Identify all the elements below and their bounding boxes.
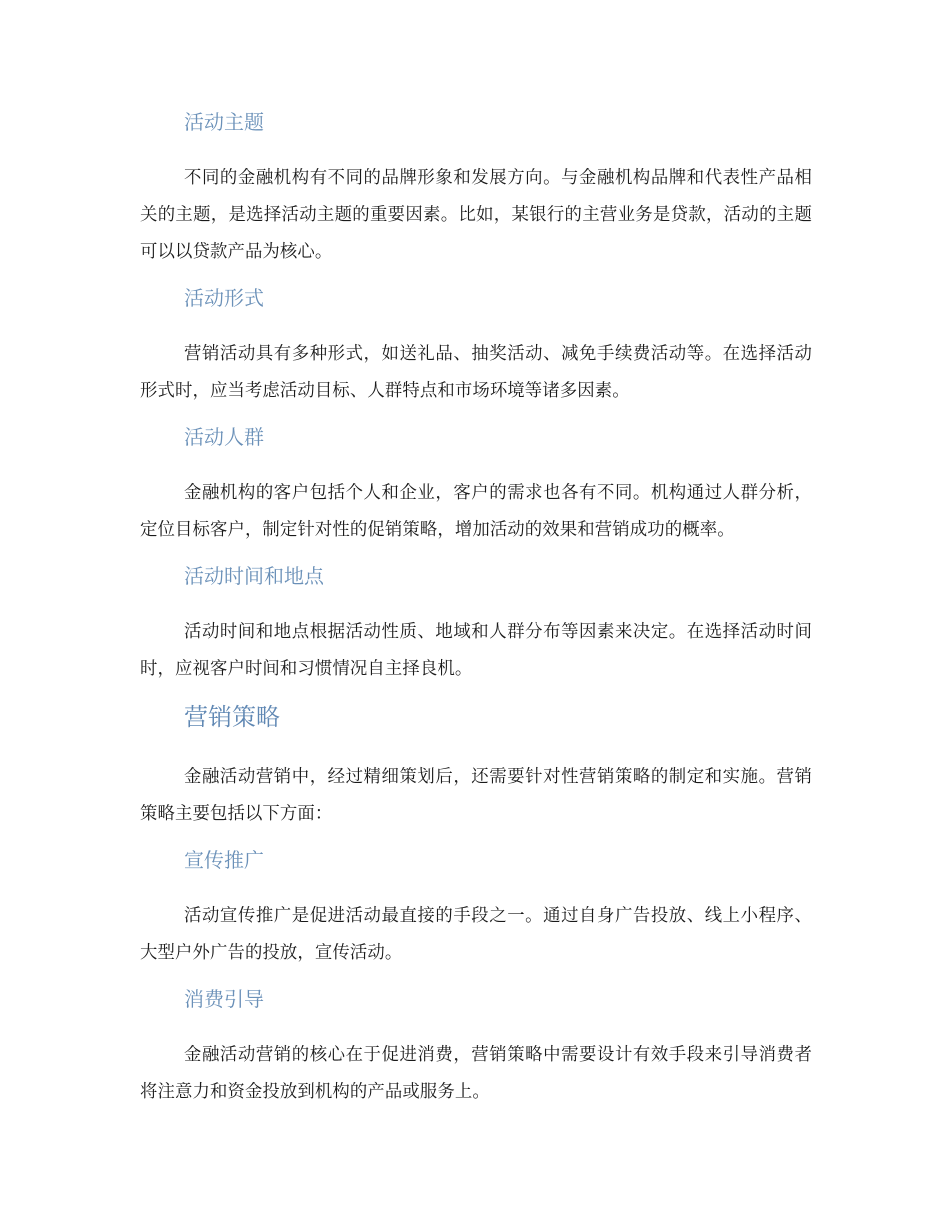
section-paragraph-activity-audience: 金融机构的客户包括个人和企业，客户的需求也各有不同。机构通过人群分析，定位目标客户，制定针对性的促销策略，增加活动的效果和营销成功的概率。 (140, 483, 812, 540)
section-paragraph-activity-format: 营销活动具有多种形式，如送礼品、抽奖活动、减免手续费活动等。在选择活动形式时，应当考虑活动目标、人群特点和市场环境等诸多因素。 (140, 344, 812, 401)
section-paragraph-activity-time-place: 活动时间和地点根据活动性质、地域和人群分布等因素来决定。在选择活动时间时，应视客户时间和习惯情况自主择良机。 (140, 622, 812, 679)
section-paragraph-marketing-strategy: 金融活动营销中，经过精细策划后，还需要针对性营销策略的制定和实施。营销策略主要包括以下方面： (140, 767, 812, 824)
document-body (140, 104, 812, 1117)
section-paragraph-consumption-guidance: 金融活动营销的核心在于促进消费，营销策略中需要设计有效手段来引导消费者将注意力和资金投放到机构的产品或服务上。 (140, 1045, 812, 1102)
section-heading-marketing-strategy: 营销策略 (184, 703, 280, 731)
section-heading-activity-theme: 活动主题 (184, 110, 264, 134)
section-heading-activity-time-place: 活动时间和地点 (184, 564, 324, 588)
section-heading-consumption-guidance: 消费引导 (184, 987, 264, 1011)
section-paragraph-activity-theme: 不同的金融机构有不同的品牌形象和发展方向。与金融机构品牌和代表性产品相关的主题，是选择活动主题的重要因素。比如，某银行的主营业务是贷款，活动的主题可以以贷款产品为核心。 (140, 168, 812, 262)
section-heading-activity-format: 活动形式 (184, 286, 264, 310)
section-heading-promotion: 宣传推广 (184, 848, 264, 872)
section-heading-activity-audience: 活动人群 (184, 425, 264, 449)
section-paragraph-promotion: 活动宣传推广是促进活动最直接的手段之一。通过自身广告投放、线上小程序、大型户外广告的投放，宣传活动。 (140, 906, 812, 963)
